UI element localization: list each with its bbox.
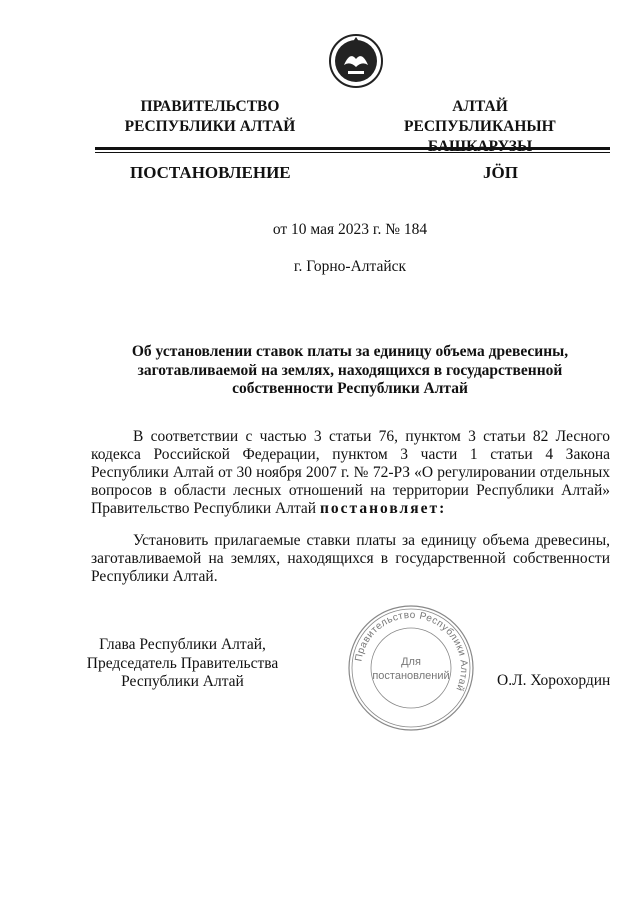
document-title: Об установлении ставок платы за единицу объема древесины, заготавливаемой на землях, находящихся в государственной собственности Республики Алтай <box>131 343 569 397</box>
signatory-title-line3: Республики Алтай <box>121 673 244 690</box>
place-line: г. Горно-Алтайск <box>293 258 407 275</box>
paragraph-preamble <box>91 428 610 518</box>
paragraph-resolution: Установить прилагаемые ставки платы за единицу объема древесины, заготавливаемой на землях, находящихся в государственной собственности Республики Алтай. <box>91 532 610 585</box>
header-left-line1: ПРАВИТЕЛЬСТВО <box>140 98 280 115</box>
official-stamp <box>346 603 476 733</box>
stamp-center-line1: Для <box>401 656 421 668</box>
coat-of-arms-emblem <box>328 33 384 89</box>
header-left <box>100 97 320 137</box>
date-line: от 10 мая 2023 г. № 184 <box>272 221 428 238</box>
header-right-line1: АЛТАЙ РЕСПУБЛИКАНЫҤ <box>404 98 556 135</box>
signatory-title-line2: Председатель Правительства <box>86 654 279 672</box>
header-divider-thick <box>95 147 610 150</box>
stamp-ring-text: Правительство Республики Алтай <box>353 609 470 693</box>
header-divider-thin <box>95 152 610 153</box>
paragraph-preamble-text: В соответствии с частью 3 статьи 76, пунктом 3 статьи 82 Лесного кодекса Российской Федерации, пунктом 3 части 1 статьи 4 Закона Республики Алтай от 30 ноября 2007 г. № 72-РЗ «О регулировании отдельных вопросов в области лесных отношений на территории Республики Алтай» Правительство Республики Алтай <box>91 428 610 517</box>
doc-type-left: ПОСТАНОВЛЕНИЕ <box>130 163 291 182</box>
header-left-line2: РЕСПУБЛИКИ АЛТАЙ <box>124 118 296 135</box>
signatory-title <box>85 636 280 692</box>
resolution-keyword: постановляет: <box>319 500 447 517</box>
stamp-center-line2: постановлений <box>372 670 450 682</box>
signatory-name: О.Л. Хорохордин <box>497 672 611 689</box>
doc-type-right: JÖП <box>483 163 518 182</box>
signatory-title-line1: Глава Республики Алтай, <box>99 636 266 653</box>
